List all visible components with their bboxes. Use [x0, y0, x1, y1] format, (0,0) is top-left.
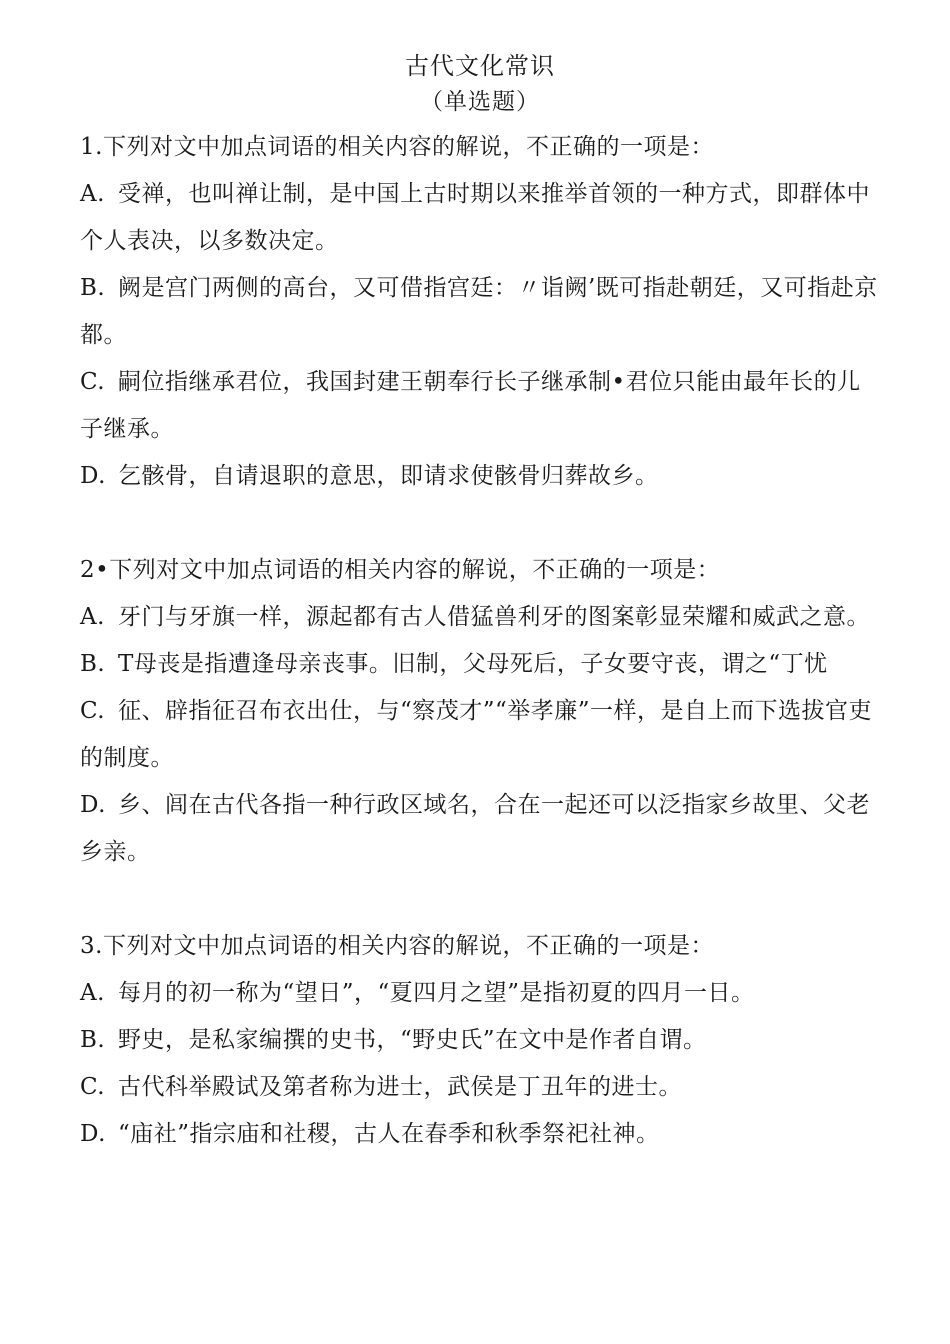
option-c	[80, 688, 880, 782]
option-text: 乞骸骨，自请退职的意思，即请求使骸骨归葬故乡。	[118, 463, 659, 489]
option-letter: C.	[80, 698, 106, 724]
option-text: 征、辟指征召布衣出仕，与“察茂才”“举孝廉”一样，是自上而下选拔官吏的制度。	[80, 698, 873, 771]
option-letter: D.	[80, 1121, 106, 1147]
option-d	[80, 782, 880, 876]
option-text: 牙门与牙旗一样，源起都有古人借猛兽利牙的图案彰显荣耀和威武之意。	[118, 604, 870, 630]
option-a	[80, 970, 880, 1017]
question-2	[80, 547, 880, 876]
option-c	[80, 1064, 880, 1111]
option-text: T母丧是指遭逢母亲丧事。旧制，父母死后，子女要守丧，谓之“丁忧	[118, 651, 828, 677]
option-letter: A.	[80, 181, 105, 207]
option-letter: A.	[80, 980, 105, 1006]
question-stem: 2•下列对文中加点词语的相关内容的解说，不正确的一项是：	[80, 557, 721, 583]
option-text: “庙社”指宗庙和社稷，古人在春季和秋季祭祀社神。	[118, 1121, 660, 1147]
option-c	[80, 359, 880, 453]
option-text: 阙是宫门两侧的高台，又可借指宫廷：〃诣阙’既可指赴朝廷，又可指赴京都。	[80, 275, 878, 348]
question-stem: 3.下列对文中加点词语的相关内容的解说，不正确的一项是：	[80, 933, 714, 959]
option-text: 乡、闾在古代各指一种行政区域名，合在一起还可以泛指家乡故里、父老乡亲。	[80, 792, 870, 865]
option-letter: B.	[80, 651, 106, 677]
option-d	[80, 453, 880, 500]
option-a	[80, 594, 880, 641]
option-letter: B.	[80, 275, 106, 301]
option-letter: B.	[80, 1027, 106, 1053]
option-text: 古代科举殿试及第者称为进士，武侯是丁丑年的进士。	[118, 1074, 682, 1100]
option-letter: C.	[80, 369, 106, 395]
option-letter: C.	[80, 1074, 106, 1100]
option-text: 野史，是私家编撰的史书，“野史氏”在文中是作者自谓。	[118, 1027, 707, 1053]
option-letter: A.	[80, 604, 105, 630]
document-page	[80, 48, 880, 1158]
question-3	[80, 923, 880, 1158]
option-letter: D.	[80, 792, 106, 818]
option-letter: D.	[80, 463, 106, 489]
option-d	[80, 1111, 880, 1158]
option-b	[80, 641, 880, 688]
option-text: 嗣位指继承君位，我国封建王朝奉行长子继承制•君位只能由最年长的儿子继承。	[80, 369, 861, 442]
option-text: 受禅，也叫禅让制，是中国上古时期以来推举首领的一种方式，即群体中个人表决，以多数决定。	[80, 181, 870, 254]
option-b	[80, 1017, 880, 1064]
option-b	[80, 265, 880, 359]
document-subtitle: （单选题）	[420, 89, 540, 115]
question-stem: 1.下列对文中加点词语的相关内容的解说，不正确的一项是：	[80, 134, 714, 160]
question-1	[80, 124, 880, 500]
option-text: 每月的初一称为“望日”，“夏四月之望”是指初夏的四月一日。	[118, 980, 755, 1006]
document-title: 古代文化常识	[405, 52, 555, 80]
option-a	[80, 171, 880, 265]
